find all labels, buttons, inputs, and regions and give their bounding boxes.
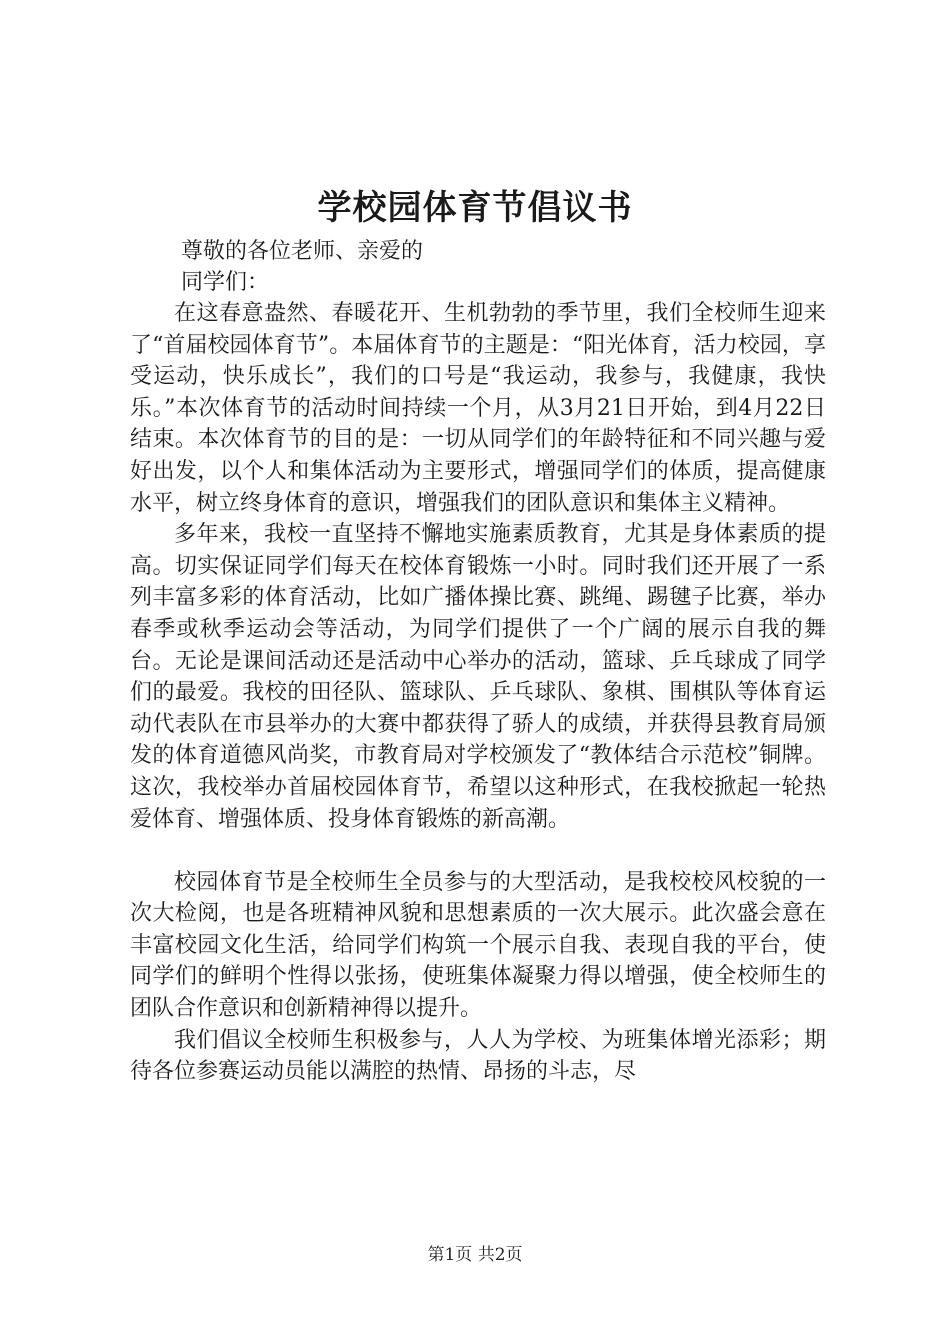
paragraph-4: 我们倡议全校师生积极参与，人人为学校、为班集体增光添彩；期待各位参赛运动员能以满腔的热情、昂扬的斗志，尽 (130, 1027, 826, 1085)
paragraph-1: 在这春意盎然、春暖花开、生机勃勃的季节里，我们全校师生迎来了“首届校园体育节”。本届体育节的主题是：“阳光体育，活力校园，享受运动，快乐成长”，我们的口号是“我运动，我参与，我健康，我快乐。”本次体育节的活动时间持续一个月，从3月21日开始，到4月22日结束。本次体育节的目的是：一切从同学们的年龄特征和不同兴趣与爱好出发，以个人和集体活动为主要形式，增强同学们的体质，提高健康水平，树立终身体育的意识，增强我们的团队意识和集体主义精神。 (130, 301, 826, 516)
salutation (181, 236, 581, 298)
page-footer: 第1页 共2页 (427, 1245, 523, 1265)
paragraph-3: 校园体育节是全校师生全员参与的大型活动，是我校校风校貌的一次大检阅，也是各班精神风貌和思想素质的一次大展示。此次盛会意在丰富校园文化生活，给同学们构筑一个展示自我、表现自我的平台，使同学们的鲜明个性得以张扬，使班集体凝聚力得以增强，使全校师生的团队合作意识和创新精神得以提升。 (130, 869, 826, 1022)
document-title: 学校园体育节倡议书 (317, 188, 633, 228)
paragraph-2: 多年来，我校一直坚持不懈地实施素质教育，尤其是身体素质的提高。切实保证同学们每天在校体育锻炼一小时。同时我们还开展了一系列丰富多彩的体育活动，比如广播体操比赛、跳绳、踢毽子比赛，举办春季或秋季运动会等活动，为同学们提供了一个广阔的展示自我的舞台。无论是课间活动还是活动中心举办的活动，篮球、乒乓球成了同学们的最爱。我校的田径队、篮球队、乒乓球队、象棋、围棋队等体育运动代表队在市县举办的大赛中都获得了骄人的成绩，并获得县教育局颁发的体育道德风尚奖，市教育局对学校颁发了“教体结合示范校”铜牌。这次，我校举办首届校园体育节，希望以这种形式，在我校掀起一轮热爱体育、增强体质、投身体育锻炼的新高潮。 (130, 522, 826, 832)
document-body (130, 298, 826, 1088)
salutation-line-1: 尊敬的各位老师、亲爱的 (181, 239, 424, 264)
salutation-line-2: 同学们： (181, 270, 270, 295)
